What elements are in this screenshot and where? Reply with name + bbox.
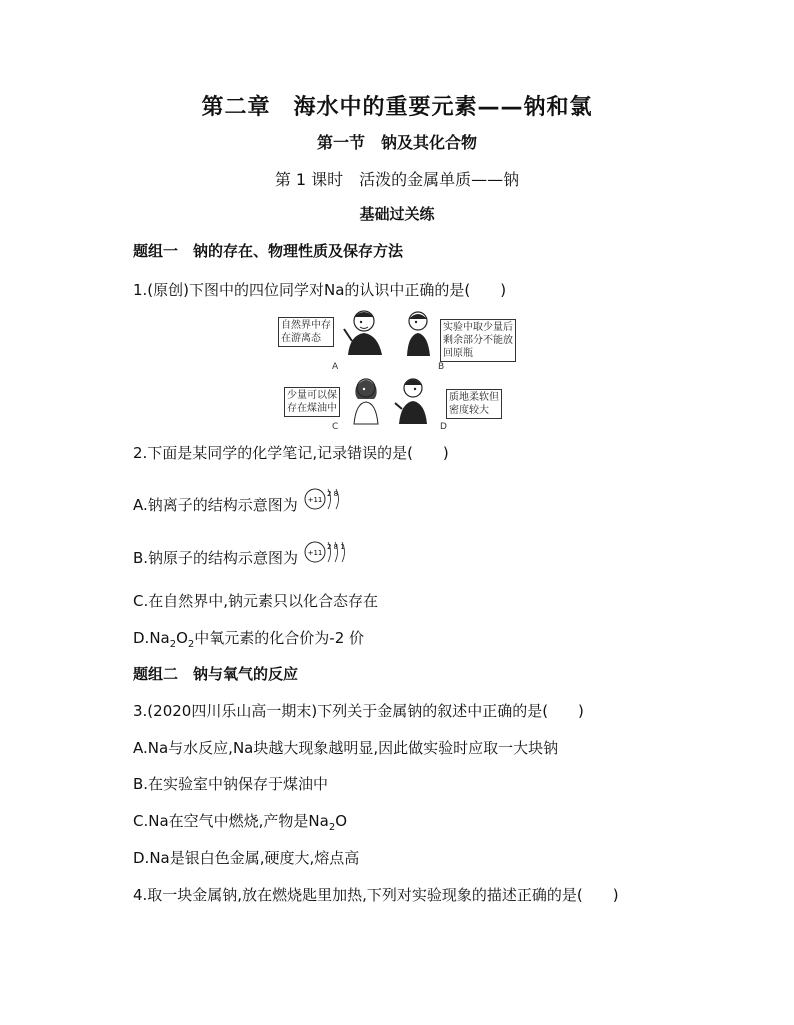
group2-heading: 题组二 钠与氧气的反应 [133,665,299,683]
person-c-illustration [348,375,384,425]
atom-shell-label: 2 8 1 [326,542,345,551]
q2-option-a [133,489,349,515]
q3-option-d: D.Na是银白色金属,硬度大,熔点高 [133,849,360,867]
q2-option-b [133,542,353,568]
bubble-c-line1: 少量可以保 [287,390,337,401]
bubble-b [440,319,516,362]
q2-option-d-post: 中氧元素的化合价为-2 价 [194,629,365,647]
q3-option-c-post: O [335,812,348,830]
section-title: 第一节 钠及其化合物 [316,133,477,152]
caption-b: B [438,362,445,372]
bubble-d-line2: 密度较大 [449,405,489,416]
q2-option-d-sub2: 2 [187,639,195,650]
q3-stem: 3.(2020四川乐山高一期末)下列关于金属钠的叙述中正确的是( ) [133,702,584,720]
q2-option-c: C.在自然界中,钠元素只以化合态存在 [133,592,379,610]
q2-option-d-mid: O [176,629,188,647]
sodium-atom-diagram [303,538,353,566]
bubble-c [284,387,340,417]
q2-option-d [133,627,364,650]
q3-option-c [133,810,347,833]
bubble-d-line1: 质地柔软但 [449,392,499,403]
bubble-a [278,317,334,347]
caption-c: C [332,422,339,432]
chapter-title: 第二章 海水中的重要元素——钠和氯 [201,95,593,120]
bubble-b-line1: 实验中取少量后 [443,322,513,333]
q3-option-a: A.Na与水反应,Na块越大现象越明显,因此做实验时应取一大块钠 [133,739,559,757]
q3-option-c-sub: 2 [328,822,336,833]
ion-nucleus-label: +11 [307,495,322,504]
person-d-illustration [394,375,432,425]
person-a-illustration [342,307,390,357]
q4-stem: 4.取一块金属钠,放在燃烧匙里加热,下列对实验现象的描述正确的是( ) [133,886,619,904]
q1-figure [270,305,530,435]
lesson-title: 第 1 课时 活泼的金属单质——钠 [274,170,520,189]
q2-option-a-text: A.钠离子的结构示意图为 [133,496,298,514]
bubble-a-line2: 在游离态 [281,333,321,344]
q3-option-c-pre: C.Na在空气中燃烧,产物是Na [133,812,329,830]
q1-stem: 1.(原创)下图中的四位同学对Na的认识中正确的是( ) [133,281,507,299]
ion-shell-label: 2 8 [326,489,338,498]
caption-d: D [440,422,447,432]
q2-option-b-text: B.钠原子的结构示意图为 [133,549,299,567]
sodium-ion-diagram [303,485,349,513]
bubble-b-line3: 回原瓶 [443,348,473,359]
group1-heading: 题组一 钠的存在、物理性质及保存方法 [133,242,404,260]
q3-option-b: B.在实验室中钠保存于煤油中 [133,775,329,793]
q2-option-d-pre: D.Na [133,629,170,647]
q2-option-d-sub1: 2 [169,639,177,650]
bubble-b-line2: 剩余部分不能放 [443,335,513,346]
practice-title: 基础过关练 [359,205,435,223]
q2-stem: 2.下面是某同学的化学笔记,记录错误的是( ) [133,444,449,462]
bubble-d [446,389,502,419]
atom-nucleus-label: +11 [307,548,323,557]
bubble-c-line2: 存在煤油中 [287,403,337,414]
caption-a: A [332,362,339,372]
person-b-illustration [404,309,434,357]
bubble-a-line1: 自然界中存 [281,320,331,331]
